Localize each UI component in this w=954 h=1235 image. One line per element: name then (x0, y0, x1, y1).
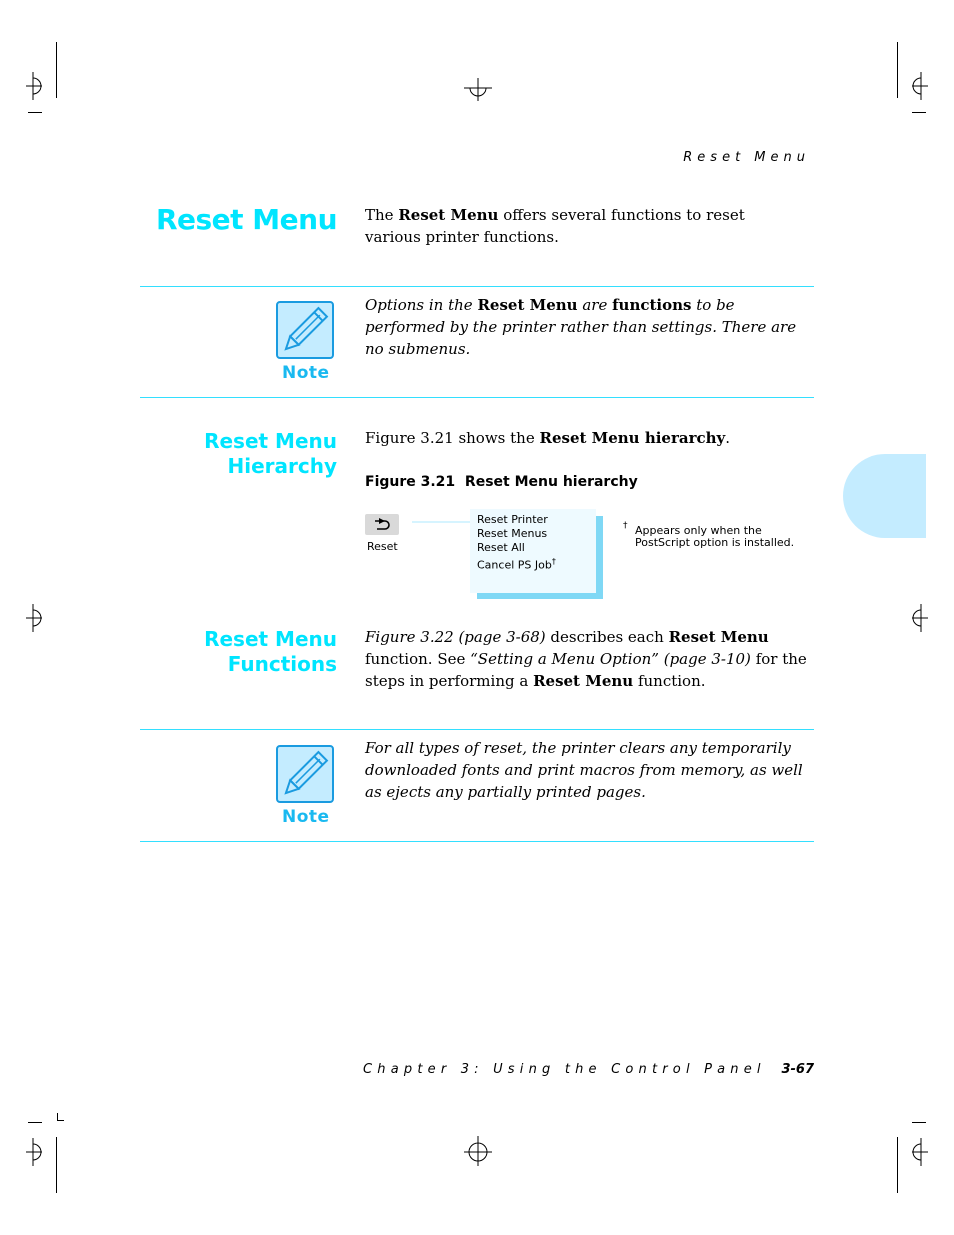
hierarchy-paragraph: Figure 3.21 shows the Reset Menu hierarchy. (365, 429, 731, 447)
note-pencil-icon (276, 745, 334, 803)
reset-arrow-icon (365, 514, 399, 535)
figure-caption: Figure 3.21 Reset Menu hierarchy (365, 474, 638, 490)
reset-key (365, 514, 399, 535)
functions-paragraph: Figure 3.22 (page 3-68) describes each Reset Menu function. See “Setting a Menu Option” (page 3-10) for the steps in performing a Reset Menu function. (365, 628, 807, 690)
menu-item: Cancel PS Job† (477, 557, 556, 572)
menu-item: Reset Printer (477, 513, 548, 526)
reset-key-label: Reset (367, 540, 398, 553)
note-label: Note (282, 363, 330, 383)
menu-item: Reset All (477, 541, 525, 554)
rule-2 (140, 397, 814, 398)
note-text-1: Options in the Reset Menu are functions to be performed by the printer rather than settings. There are no submenus. (365, 296, 797, 358)
footer-chapter: Chapter 3: Using the Control Panel (363, 1062, 766, 1077)
connector-line (412, 521, 470, 523)
section-title-reset-menu: Reset Menu (155, 203, 337, 236)
section-title-hierarchy: Reset Menu Hierarchy (204, 429, 337, 478)
note-pencil-icon (276, 301, 334, 359)
menu-box (470, 509, 596, 593)
rule-1 (140, 286, 814, 287)
rule-4 (140, 841, 814, 842)
footer-page-number: 3-67 (781, 1062, 814, 1077)
note-label: Note (282, 807, 330, 827)
rule-3 (140, 729, 814, 730)
footnote-dagger: † (623, 521, 628, 531)
running-header: Reset Menu (683, 150, 810, 165)
section-title-functions: Reset Menu Functions (204, 627, 337, 676)
menu-item: Reset Menus (477, 527, 548, 540)
footnote-text: Appears only when the PostScript option is installed. (635, 524, 795, 549)
note-text-2: For all types of reset, the printer clears any temporarily downloaded fonts and print macros from memory, as well as ejects any partially printed pages. (365, 739, 803, 801)
thumb-tab (843, 454, 926, 538)
intro-paragraph: The Reset Menu offers several functions to reset various printer functions. (365, 206, 745, 246)
